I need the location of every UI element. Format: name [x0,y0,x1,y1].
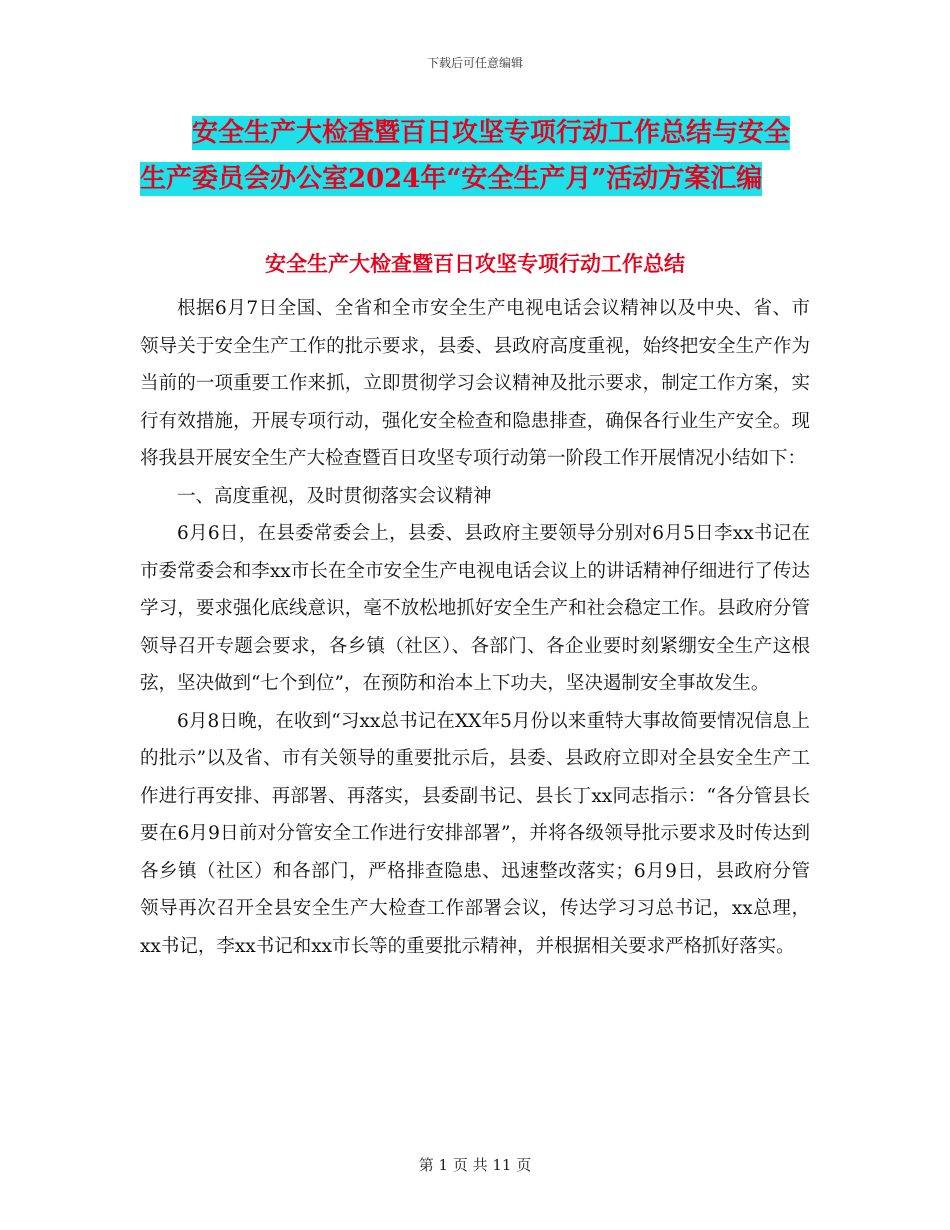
paragraph: 6月8日晚，在收到“习xx总书记在XX年5月份以来重特大事故简要情况信息上的批示”以及省、市有关领导的重要批示后，县委、县政府立即对全县安全生产工作进行再安排、再部署、再落实，县委副书记、县长丁xx同志指示：“各分管县长要在6月9日前对分管安全工作进行安排部署”，并将各级领导批示要求及时传达到各乡镇（社区）和各部门，严格排查隐患、迅速整改落实；6月9日，县政府分管领导再次召开全县安全生产大检查工作部署会议，传达学习习总书记，xx总理，xx书记，李xx书记和xx市长等的重要批示精神，并根据相关要求严格抓好落实。 [140,710,810,957]
page-footer: 第 1 页 共 11 页 [418,1156,532,1174]
header-note: 下载后可任意编辑 [426,56,523,70]
title-line-1-text: 安全生产大检查暨百日攻坚专项行动工作总结与安全 [192,118,791,148]
section-title: 安全生产大检查暨百日攻坚专项行动工作总结 [265,251,685,276]
body-text [140,290,810,965]
paragraph: 6月6日，在县委常委会上，县委、县政府主要领导分别对6月5日李xx书记在市委常委会和李xx市长在全市安全生产电视电话会议上的讲话精神仔细进行了传达学习，要求强化底线意识，毫不放松地抓好安全生产和社会稳定工作。县政府分管领导召开专题会要求，各乡镇（社区）、各部门、各企业要时刻紧绷安全生产这根弦，坚决做到“七个到位”，在预防和治本上下功夫，坚决遏制安全事故发生。 [140,523,810,694]
title-line-2-text: 生产委员会办公室2024年“安全生产月”活动方案汇编 [140,164,763,194]
paragraph: 根据6月7日全国、全省和全市安全生产电视电话会议精神以及中央、省、市领导关于安全生产工作的批示要求，县委、县政府高度重视，始终把安全生产作为当前的一项重要工作来抓，立即贯彻学习会议精神及批示要求，制定工作方案，实行有效措施，开展专项行动，强化安全检查和隐患排查，确保各行业生产安全。现将我县开展安全生产大检查暨百日攻坚专项行动第一阶段工作开展情况小结如下： [140,298,810,469]
title-line-1 [140,110,820,156]
document-title [140,110,820,202]
title-line-2 [140,156,820,202]
paragraph-heading: 一、高度重视，及时贯彻落实会议精神 [177,485,492,507]
